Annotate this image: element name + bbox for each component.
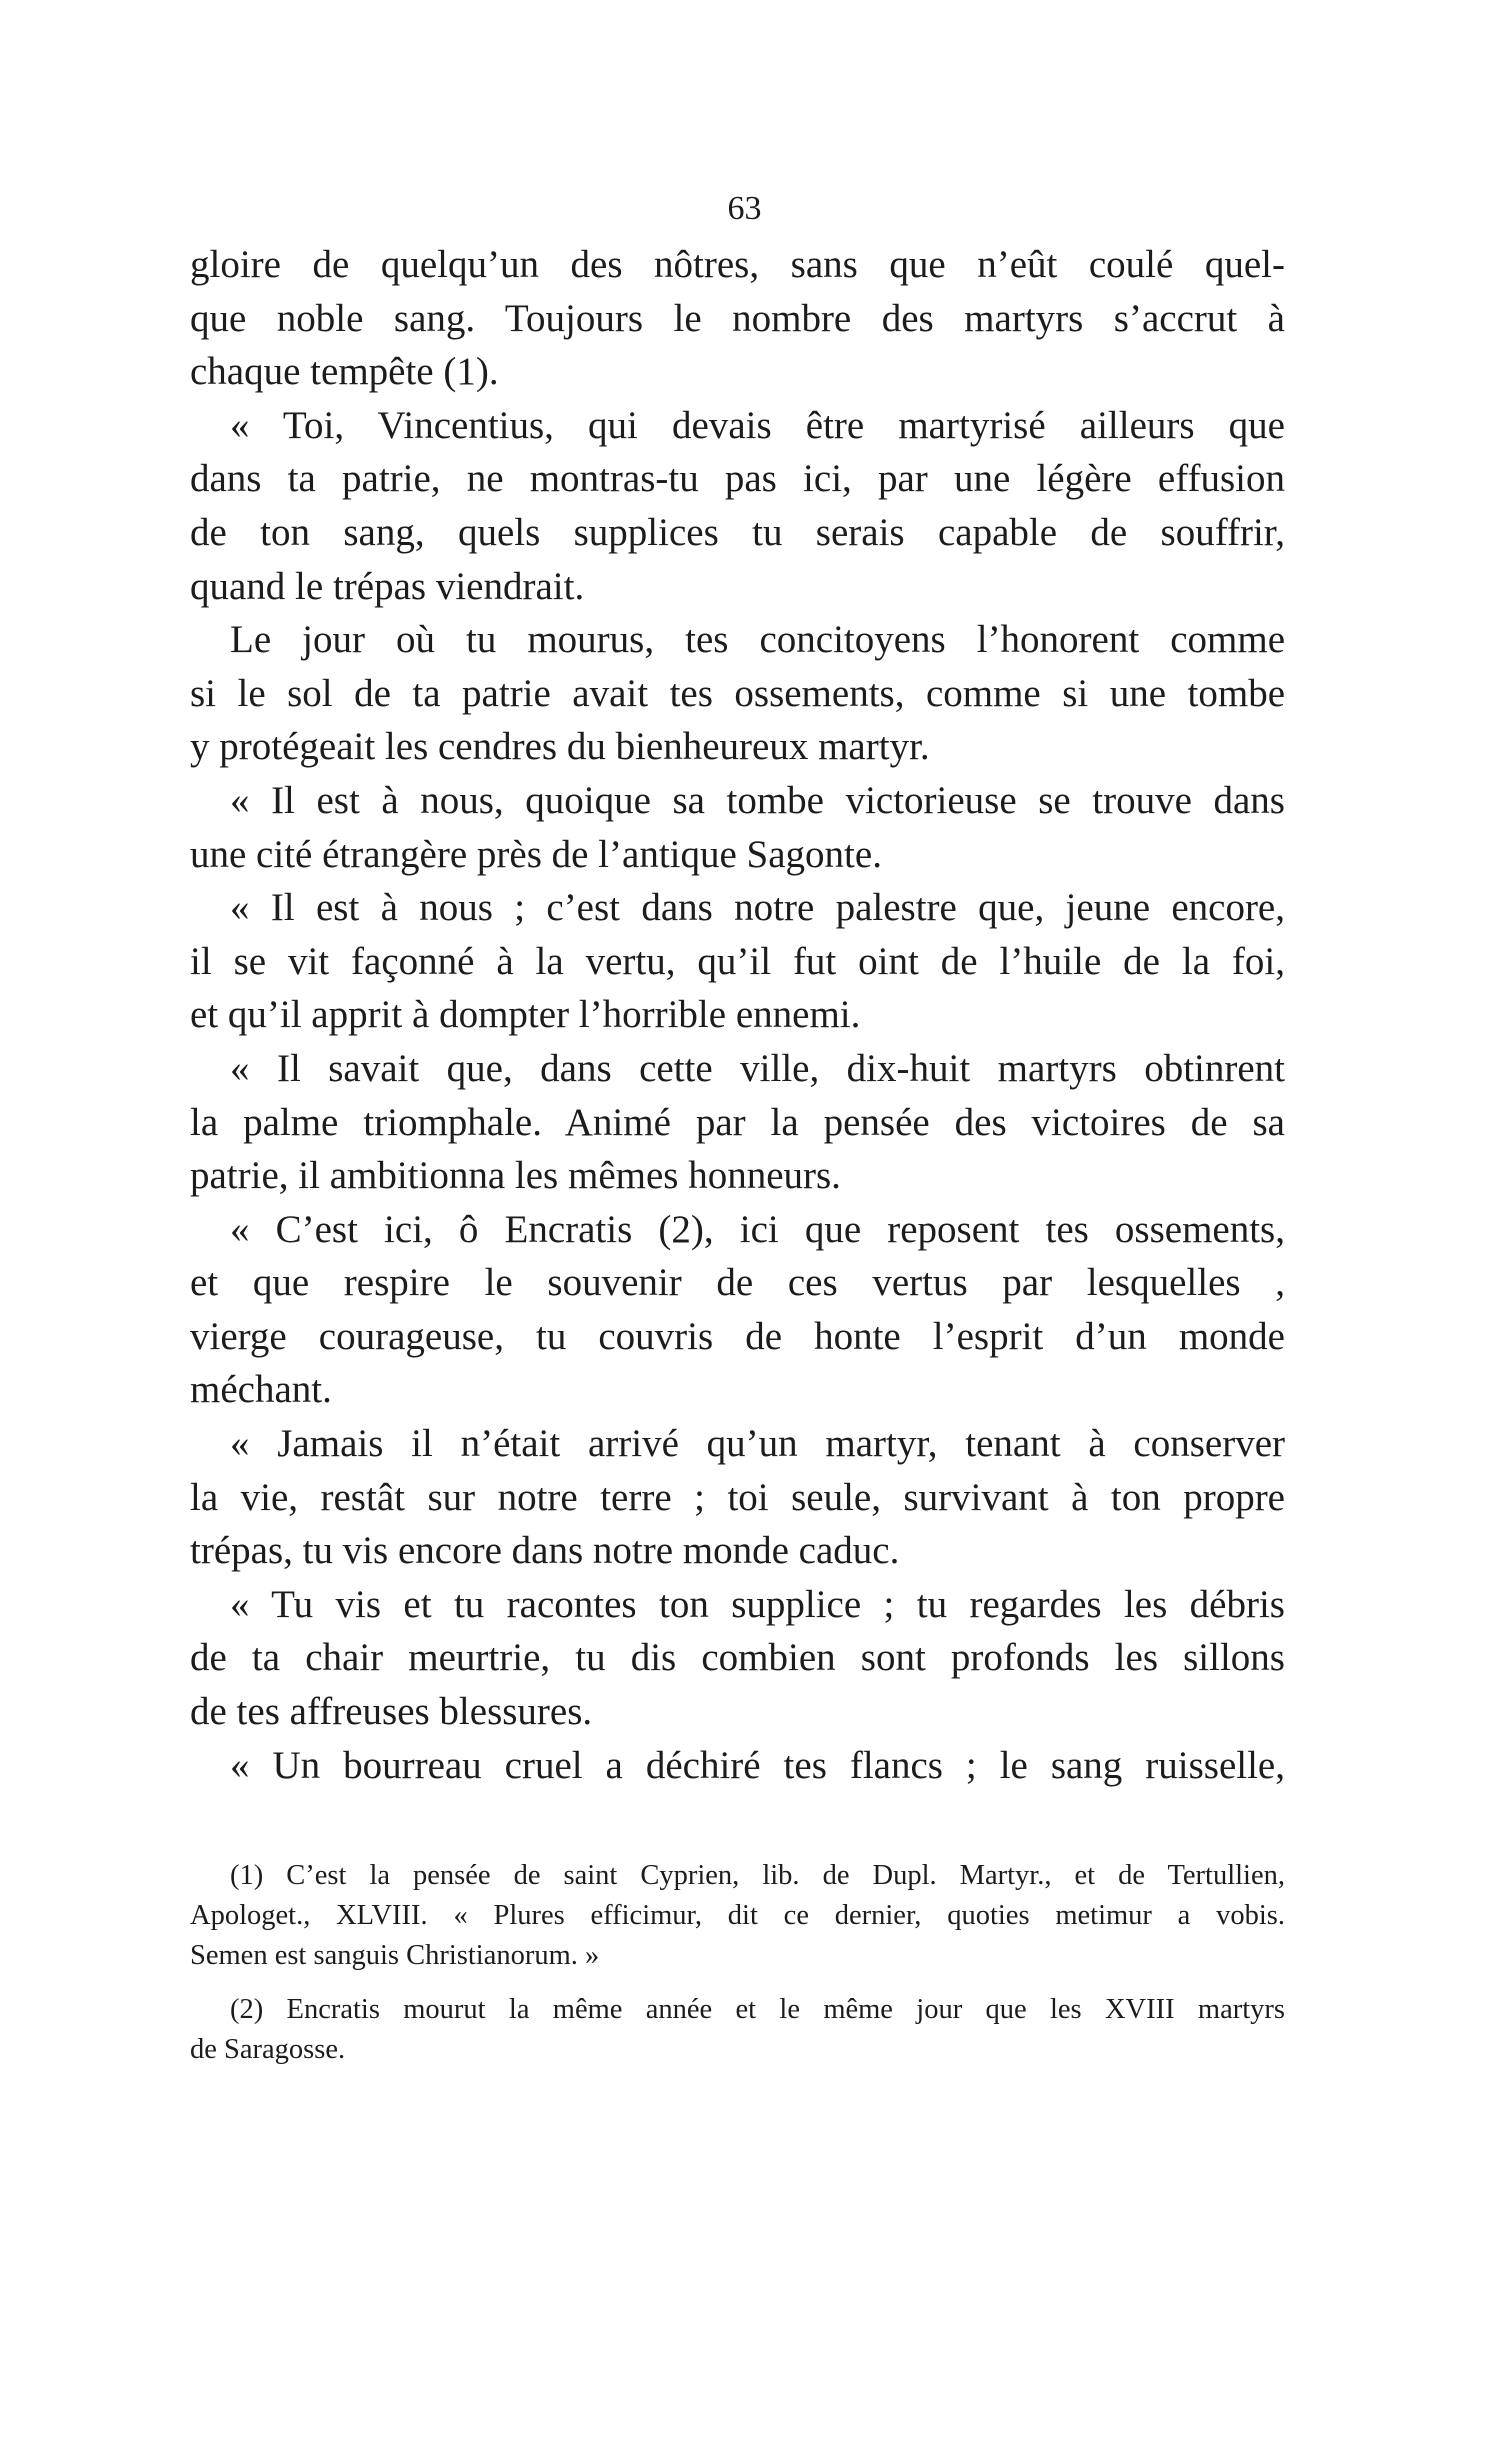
text-line: vierge courageuse, tu couvris de honte l’esprit d’un monde <box>190 1314 1285 1358</box>
footnote-line: (1) C’est la pensée de saint Cyprien, lib. de Dupl. Martyr., et de Tertullien, <box>230 1860 1285 1891</box>
text-line: Le jour où tu mourus, tes concitoyens l’honorent comme <box>230 618 1285 662</box>
text-line: que noble sang. Toujours le nombre des martyrs s’accrut à <box>190 296 1285 340</box>
text-line: trépas, tu vis encore dans notre monde caduc. <box>190 1529 900 1573</box>
text-line: quand le trépas viendrait. <box>190 564 585 608</box>
text-line: la palme triomphale. Animé par la pensée des victoires de sa <box>190 1100 1285 1144</box>
text-line: « Un bourreau cruel a déchiré tes flancs ; le sang ruisselle, <box>230 1743 1285 1787</box>
footnote-line: Semen est sanguis Christianorum. » <box>190 1940 600 1971</box>
text-line: et qu’il apprit à dompter l’horrible ennemi. <box>190 993 861 1037</box>
text-line: de ta chair meurtrie, tu dis combien sont profonds les sillons <box>190 1636 1285 1680</box>
text-line: chaque tempête (1). <box>190 350 499 394</box>
text-line: « C’est ici, ô Encratis (2), ici que reposent tes ossements, <box>230 1207 1285 1251</box>
footnote-line: Apologet., XLVIII. « Plures efficimur, dit ce dernier, quoties metimur a vobis. <box>190 1900 1285 1931</box>
text-line: dans ta patrie, ne montras-tu pas ici, par une légère effusion <box>190 457 1285 501</box>
text-line: de ton sang, quels supplices tu serais capable de souffrir, <box>190 510 1285 554</box>
footnote <box>190 1856 1285 1976</box>
text-line: et que respire le souvenir de ces vertus par lesquelles , <box>190 1261 1285 1305</box>
footnote-line: (2) Encratis mourut la même année et le même jour que les XVIII martyrs <box>230 1994 1285 2025</box>
text-line: « Jamais il n’était arrivé qu’un martyr, tenant à conserver <box>230 1422 1285 1466</box>
text-line: « Il est à nous ; c’est dans notre palestre que, jeune encore, <box>230 886 1285 930</box>
text-line: il se vit façonné à la vertu, qu’il fut oint de l’huile de la foi, <box>190 939 1285 983</box>
text-line: de tes affreuses blessures. <box>190 1690 593 1734</box>
footnote-line: de Saragosse. <box>190 2034 346 2065</box>
footnotes <box>190 1856 1285 2070</box>
text-line: « Il est à nous, quoique sa tombe victorieuse se trouve dans <box>230 778 1285 822</box>
text-line: patrie, il ambitionna les mêmes honneurs. <box>190 1154 841 1198</box>
page-number: 63 <box>727 190 762 227</box>
text-line: « Il savait que, dans cette ville, dix-huit martyrs obtinrent <box>230 1046 1285 1090</box>
body-text <box>190 238 1285 1792</box>
text-line: méchant. <box>190 1368 332 1412</box>
text-line: « Tu vis et tu racontes ton supplice ; tu regardes les débris <box>230 1582 1285 1626</box>
text-line: une cité étrangère près de l’antique Sagonte. <box>190 832 882 876</box>
text-line: gloire de quelqu’un des nôtres, sans que n’eût coulé quel- <box>190 243 1285 286</box>
footnote-gap <box>190 1976 1285 1990</box>
text-line: la vie, restât sur notre terre ; toi seule, survivant à ton propre <box>190 1475 1285 1519</box>
footnote <box>190 1990 1285 2070</box>
text-line: si le sol de ta patrie avait tes ossements, comme si une tombe <box>190 671 1285 715</box>
text-line: « Toi, Vincentius, qui devais être martyrisé ailleurs que <box>230 403 1285 447</box>
text-line: y protégeait les cendres du bienheureux martyr. <box>190 725 930 769</box>
